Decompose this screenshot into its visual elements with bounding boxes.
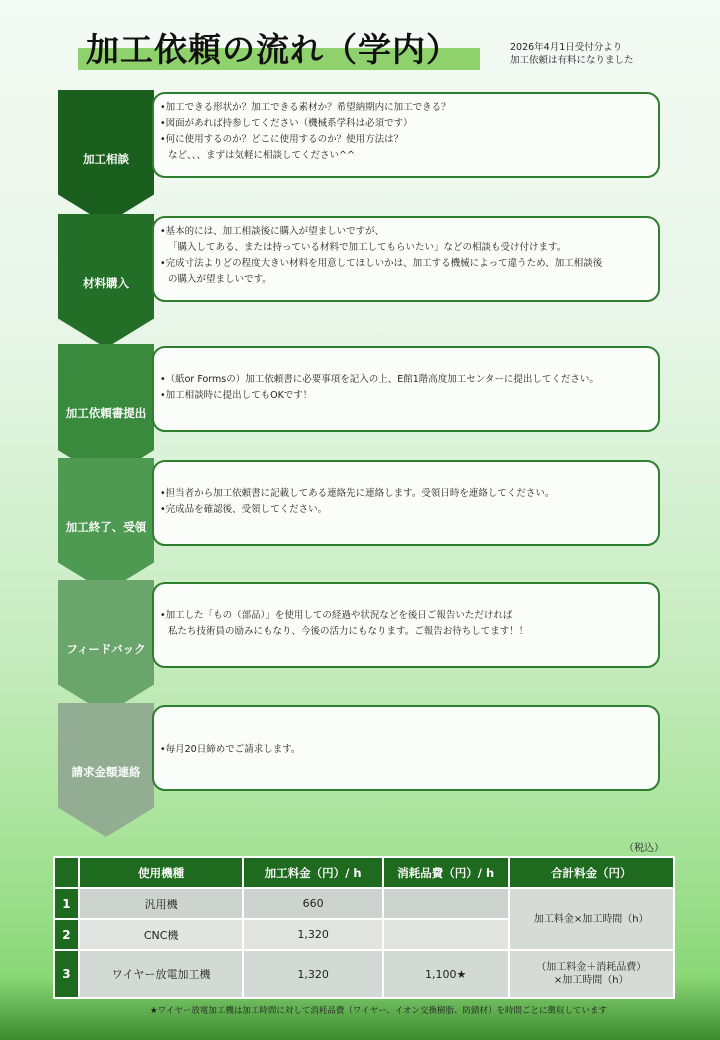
notice-line: 加工依頼は有料になりました xyxy=(510,55,634,66)
machine-cell: 汎用機 xyxy=(79,888,243,919)
detail-line: •完成寸法よりどの程度大きい材料を用意してほしいかは、加工する機械によって違うため、加工相談後 xyxy=(160,258,603,269)
step-label: フィードバック xyxy=(66,642,146,656)
total-formula-cell xyxy=(509,950,674,998)
detail-line: •図面があれば持参してください（機械系学科は必須です） xyxy=(160,118,413,129)
detail-line: •（紙or Formsの）加工依頼書に必要事項を記入の上、E館1階高度加工センターに提出してください。 xyxy=(160,374,599,385)
header-machine: 使用機種 xyxy=(79,857,243,888)
step-label: 加工終了、受領 xyxy=(65,520,147,534)
detail-line: •加工できる形状か？加工できる素材か？希望納期内に加工できる？ xyxy=(160,102,451,113)
fee-notice xyxy=(510,41,634,67)
table-header-row xyxy=(54,857,674,888)
detail-line: •何に使用するのか？どこに使用するのか？使用方法は？ xyxy=(160,134,404,145)
consumable-cell xyxy=(383,888,509,919)
row-number: 1 xyxy=(54,888,79,919)
detail-line: •基本的には、加工相談後に購入が望ましいですが、 xyxy=(160,226,385,237)
formula-line: ×加工時間（h） xyxy=(553,975,629,986)
step-label: 加工依頼書提出 xyxy=(65,406,147,420)
notice-line: 2026年4月1日受付分より xyxy=(510,42,623,53)
step-details xyxy=(152,92,660,178)
row-number: 3 xyxy=(54,950,79,998)
header-number xyxy=(54,857,79,888)
step-label: 材料購入 xyxy=(83,276,129,290)
detail-line: •担当者から加工依頼書に記載してある連絡先に連絡します。受領日時を連絡してください。 xyxy=(160,488,555,499)
detail-line: •完成品を確認後、受領してください。 xyxy=(160,504,328,515)
step-details xyxy=(152,582,660,668)
step-details xyxy=(152,705,660,791)
detail-line: の購入が望ましいです。 xyxy=(168,274,272,285)
table-row xyxy=(54,950,674,998)
table-row xyxy=(54,888,674,919)
fee-table xyxy=(53,856,675,999)
detail-line: 「購入してある、または持っている材料で加工してもらいたい」などの相談も受け付けます。 xyxy=(168,242,567,253)
step-label: 請求金額連絡 xyxy=(71,765,141,779)
detail-line: •加工した「もの（部品）」を使用しての経過や状況などを後日ご報告いただければ xyxy=(160,610,513,621)
footnote: ★ワイヤー放電加工機は加工時間に対して消耗品費（ワイヤー、イオン交換樹脂、防錆材）を時間ごとに徴収しています xyxy=(150,1006,608,1016)
header-rate: 加工料金（円）/ h xyxy=(243,857,383,888)
page-title: 加工依頼の流れ（学内） xyxy=(86,30,460,69)
rate-cell: 1,320 xyxy=(243,919,383,950)
rate-cell: 1,320 xyxy=(243,950,383,998)
tax-note: （税込） xyxy=(624,843,664,854)
step-details xyxy=(152,460,660,546)
machine-cell: CNC機 xyxy=(79,919,243,950)
row-number: 2 xyxy=(54,919,79,950)
machine-cell: ワイヤー放電加工機 xyxy=(79,950,243,998)
step-label: 加工相談 xyxy=(83,152,129,166)
detail-line: など、、、まずは気軽に相談してください^^ xyxy=(168,150,355,161)
header-total: 合計料金（円） xyxy=(509,857,674,888)
detail-line: 私たち技術員の励みにもなり、今後の活力にもなります。ご報告お待ちしてます！！ xyxy=(168,626,529,637)
detail-line: •加工相談時に提出してもOKです！ xyxy=(160,390,313,401)
total-formula-cell: 加工料金×加工時間（h） xyxy=(509,888,674,950)
detail-line: •毎月20日締めでご請求します。 xyxy=(160,744,301,755)
step-details xyxy=(152,216,660,302)
rate-cell: 660 xyxy=(243,888,383,919)
header-consumable: 消耗品費（円）/ h xyxy=(383,857,509,888)
consumable-cell: 1,100★ xyxy=(383,950,509,998)
step-details xyxy=(152,346,660,432)
consumable-cell xyxy=(383,919,509,950)
formula-line: （加工料金＋消耗品費） xyxy=(536,962,647,973)
